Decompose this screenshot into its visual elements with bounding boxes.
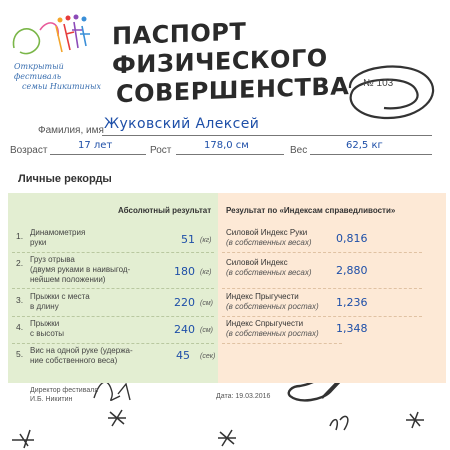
row-4-name	[30, 319, 64, 339]
row-4-index-name: Индекс Спрыгучести	[226, 319, 304, 328]
row-4-index	[226, 319, 319, 339]
logo-line-1: Открытый фестиваль	[14, 62, 64, 81]
row-2-name-line-1: Груз отрыва	[30, 255, 75, 264]
director-name: И.Б. Никитин	[30, 396, 73, 403]
row-3-value: 220	[174, 296, 195, 309]
row-3-index	[226, 292, 319, 312]
row-4-name-line-1: Прыжки	[30, 319, 60, 328]
row-1-index-name: Силовой Индекс Руки	[226, 228, 308, 237]
row-5-name	[30, 346, 133, 366]
grass-doodle-icon	[12, 410, 424, 448]
row-2-name-line-2: (двумя руками в наивыгод-	[30, 265, 131, 274]
row-1-name	[30, 228, 85, 248]
title-line-1: ПАСПОРТ ФИЗИЧЕСКОГО	[112, 17, 328, 80]
weight-value: 62,5 кг	[346, 140, 383, 151]
age-label: Возраст	[10, 145, 48, 156]
row-5-name-line-2: ние собственного веса)	[30, 356, 118, 365]
row-2-name-line-3: нейшем положении)	[30, 275, 106, 284]
row-divider	[12, 343, 214, 344]
festival-logo-text	[14, 62, 104, 92]
row-4-index-note: (в собственных ростах)	[226, 329, 319, 338]
row-4-index-value: 1,348	[336, 322, 368, 335]
surname-label: Фамилия, имя	[38, 125, 104, 136]
row-divider	[222, 288, 422, 289]
weight-underline	[310, 154, 432, 155]
row-4-value: 240	[174, 323, 195, 336]
row-1-index-note: (в собственных весах)	[226, 238, 312, 247]
height-value: 178,0 см	[204, 140, 249, 151]
row-divider	[12, 252, 214, 253]
row-divider	[222, 252, 422, 253]
row-3-index-value: 1,236	[336, 296, 368, 309]
passport-number: № 103	[363, 78, 394, 89]
row-1-unit: (кг)	[200, 237, 212, 244]
logo-line-2: семьи Никитиных	[22, 82, 101, 91]
director-signature-block	[30, 386, 98, 404]
row-5-unit: (сек)	[200, 353, 216, 360]
page-title	[112, 14, 362, 110]
row-5-name-line-1: Вис на одной руке (удержа-	[30, 346, 133, 355]
row-3-name-line-1: Прыжки с места	[30, 292, 90, 301]
row-4-name-line-2: с высоты	[30, 329, 64, 338]
row-3-index-name: Индекс Прыгучести	[226, 292, 299, 301]
row-3-number: 3.	[16, 295, 24, 305]
festival-logo-icon	[13, 15, 90, 54]
records-section-title: Личные рекорды	[18, 173, 112, 185]
row-2-index	[226, 258, 312, 278]
index-column-header: Результат по «Индексам справедливости»	[226, 206, 396, 215]
row-4-unit: (см)	[200, 327, 213, 334]
row-divider	[222, 316, 422, 317]
row-5-value: 45	[176, 349, 190, 362]
age-underline	[50, 154, 146, 155]
row-2-index-note: (в собственных весах)	[226, 268, 312, 277]
row-3-name-line-2: в длину	[30, 302, 59, 311]
weight-label: Вес	[290, 145, 308, 156]
row-divider	[12, 316, 214, 317]
row-2-index-value: 2,880	[336, 264, 368, 277]
row-divider	[222, 343, 342, 344]
row-divider	[12, 288, 214, 289]
row-5-number: 5.	[16, 349, 24, 359]
director-title: Директор фестиваля	[30, 387, 99, 394]
row-4-number: 4.	[16, 322, 24, 332]
row-2-index-name: Силовой Индекс	[226, 258, 288, 267]
height-underline	[176, 154, 284, 155]
row-1-index	[226, 228, 312, 248]
height-label: Рост	[150, 145, 172, 156]
row-3-name	[30, 292, 90, 312]
surname-underline	[102, 135, 432, 136]
row-3-index-note: (в собственных ростах)	[226, 302, 319, 311]
row-1-index-value: 0,816	[336, 232, 368, 245]
absolute-column-header: Абсолютный результат	[118, 206, 212, 215]
issue-date: Дата: 19.03.2016	[216, 393, 271, 400]
signature-icon	[94, 382, 130, 400]
title-line-2: СОВЕРШЕНСТВА	[116, 72, 350, 109]
badge-spiral-icon	[350, 67, 433, 118]
row-2-value: 180	[174, 265, 195, 278]
row-1-number: 1.	[16, 231, 24, 241]
age-value: 17 лет	[78, 140, 113, 151]
passport-number-badge	[363, 78, 393, 89]
row-1-name-line-1: Динамометрия	[30, 228, 86, 237]
row-2-name	[30, 255, 130, 285]
row-2-number: 2.	[16, 258, 24, 268]
surname-value: Жуковский Алексей	[104, 116, 260, 132]
row-2-unit: (кг)	[200, 269, 212, 276]
row-1-value: 51	[181, 233, 195, 246]
row-1-name-line-2: руки	[30, 238, 47, 247]
row-3-unit: (см)	[200, 300, 213, 307]
